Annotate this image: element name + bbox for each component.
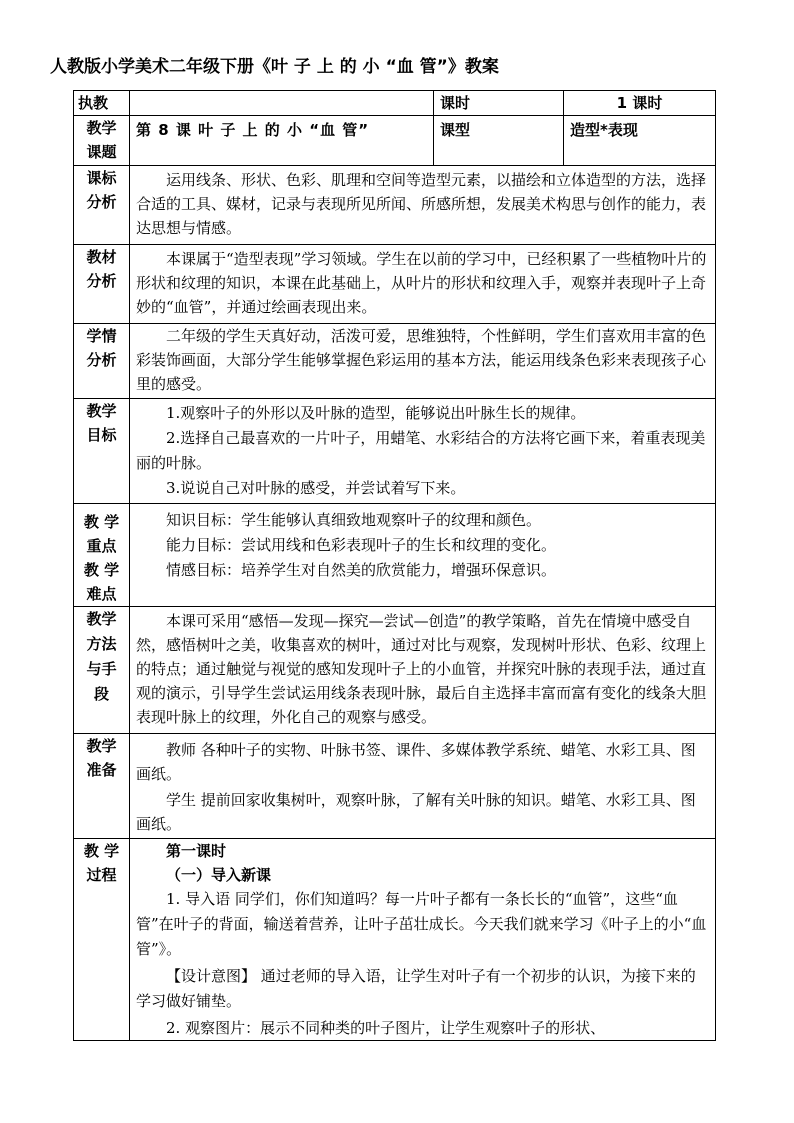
- design-intent: [136, 964, 709, 1014]
- methods-text: 本课可采用“感悟—发现—探究—尝试—创造”的教学策略，首先在情境中感受自然，感悟树叶之美，收集喜欢的树叶，通过对比与观察，发现树叶形状、色彩、纹理上的特点；通过触觉与视觉的感知发现叶子上的小血管，并探究叶脉的表现手法，通过直观的演示，引导学生尝试运用线条表现叶脉，最后自主选择丰富而富有变化的线条大胆表现叶脉上的纹理，外化自己的观察与感受。: [130, 607, 716, 734]
- goals-text: [130, 399, 716, 504]
- process-paragraph: 1. 导入语 同学们，你们知道吗？每一片叶子都有一条长长的“血管”，这些“血管”在叶子的背面，输送着营养，让叶子茁壮成长。今天我们就来学习《叶子上的小“血管”》。: [136, 890, 707, 958]
- type-value: 造型*表现: [564, 116, 716, 166]
- period-value: 1 课时: [564, 91, 716, 116]
- goals-row: [74, 399, 716, 504]
- design-intent-text: 通过老师的导入语，让学生对叶子有一个初步的认识，为接下来的学习做好铺垫。: [136, 967, 696, 1010]
- topic-label: 教学 课题: [74, 116, 130, 166]
- goals-label: 教学 目标: [74, 399, 130, 504]
- keypoints-text: [130, 504, 716, 607]
- keypoint-item: 知识目标：学生能够认真细致地观察叶子的纹理和颜色。: [166, 511, 542, 529]
- student-prep: 学生 提前回家收集树叶，观察叶脉，了解有关叶脉的知识。蜡笔、水彩工具、图画纸。: [136, 791, 696, 833]
- period-label: 课时: [434, 91, 564, 116]
- preparation-label: 教学 准备: [74, 734, 130, 839]
- keypoints-row: [74, 504, 716, 607]
- standard-label: 课标 分析: [74, 166, 130, 245]
- material-row: [74, 245, 716, 324]
- document-title: 人教版小学美术二年级下册《叶 子 上 的 小 “血 管”》教案: [50, 57, 499, 77]
- type-label: 课型: [434, 116, 564, 166]
- students-text: 二年级的学生天真好动，活泼可爱，思维独特，个性鲜明，学生们喜欢用丰富的色彩装饰画面，大部分学生能够掌握色彩运用的基本方法，能运用线条色彩来表现孩子心里的感受。: [130, 324, 716, 399]
- methods-label: 教学 方法 与手 段: [74, 607, 130, 734]
- process-label: 教 学 过程: [74, 839, 130, 1041]
- teacher-prep: 教师 各种叶子的实物、叶脉书签、课件、多媒体教学系统、蜡笔、水彩工具、图画纸。: [136, 741, 696, 783]
- methods-row: [74, 607, 716, 734]
- standard-row: [74, 166, 716, 245]
- preparation-row: [74, 734, 716, 839]
- goal-item: 3.说说自己对叶脉的感受，并尝试着写下来。: [166, 479, 466, 497]
- keypoint-item: 情感目标：培养学生对自然美的欣赏能力，增强环保意识。: [166, 561, 557, 579]
- standard-text: 运用线条、形状、色彩、肌理和空间等造型元素，以描绘和立体造型的方法，选择合适的工具、媒材，记录与表现所见所闻、所感所想，发展美术构思与创作的能力，表达思想与情感。: [130, 166, 716, 245]
- material-text: 本课属于“造型表现”学习领域。学生在以前的学习中，已经积累了一些植物叶片的形状和纹理的知识，本课在此基础上，从叶片的形状和纹理入手，观察并表现叶子上奇妙的“血管”，并通过绘画表现出来。: [130, 245, 716, 324]
- keypoint-item: 能力目标：尝试用线和色彩表现叶子的生长和纹理的变化。: [166, 536, 557, 554]
- process-row: [74, 839, 716, 1041]
- process-paragraph: 2. 观察图片：展示不同种类的叶子图片，让学生观察叶子的形状、: [166, 1019, 606, 1037]
- goal-item: 2.选择自己最喜欢的一片叶子，用蜡笔、水彩结合的方法将它画下来，着重表现美丽的叶脉。: [136, 429, 706, 472]
- teacher-value: [130, 91, 434, 116]
- lesson-heading: 第一课时: [166, 842, 227, 860]
- students-label: 学情 分析: [74, 324, 130, 399]
- preparation-text: [130, 734, 716, 839]
- process-text: [130, 839, 716, 1041]
- header-row: [74, 91, 716, 116]
- students-row: [74, 324, 716, 399]
- goal-item: 1.观察叶子的外形以及叶脉的造型，能够说出叶脉生长的规律。: [166, 404, 586, 422]
- topic-value: 第 8 课 叶 子 上 的 小 “血 管”: [130, 116, 434, 166]
- material-label: 教材 分析: [74, 245, 130, 324]
- keypoints-label: 教 学 重点 教 学 难点: [74, 504, 130, 607]
- part-heading: （一）导入新课: [166, 866, 272, 884]
- lesson-plan-table: [73, 90, 716, 1041]
- topic-row: [74, 116, 716, 166]
- teacher-label: 执教: [74, 91, 130, 116]
- design-intent-tag: 【设计意图】: [166, 967, 257, 985]
